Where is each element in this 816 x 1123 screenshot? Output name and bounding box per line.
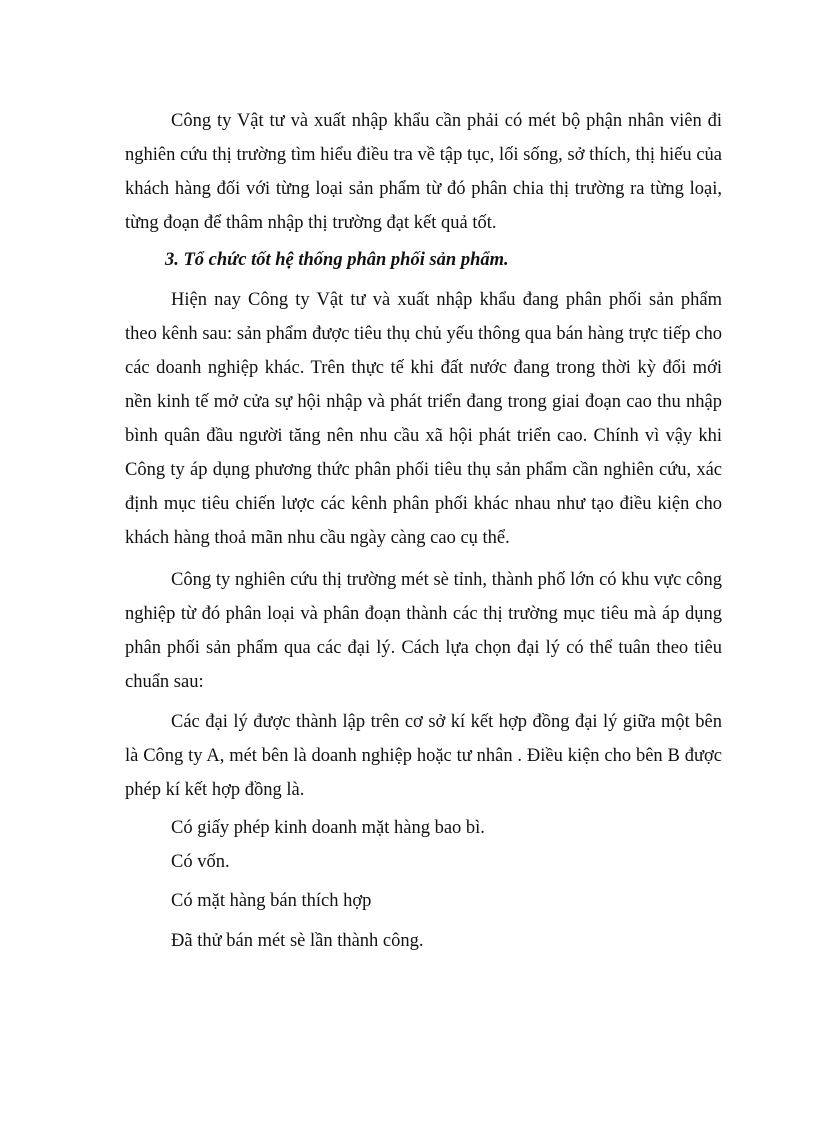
paragraph-agent-contract: Các đại lý được thành lập trên cơ sở kí kết hợp đồng đại lý giữa một bên là Công ty A, mét bên là doanh nghiệp hoặc tư nhân . Điều kiện cho bên B được phép kí kết hợp đồng là. — [125, 712, 722, 800]
condition-item-products: Có mặt hàng bán thích hợp — [171, 891, 372, 911]
paragraph-market-research: Công ty Vật tư và xuất nhập khẩu cần phải có mét bộ phận nhân viên đi nghiên cứu thị trường tìm hiểu điều tra về tập tục, lối sống, sở thích, thị hiếu của khách hàng đối với từng loại sản phẩm từ đó phân chia thị trường ra từng loại, từng đoạn để thâm nhập thị trường đạt kết quả tốt. — [125, 111, 722, 233]
paragraph-distribution-channels: Hiện nay Công ty Vật tư và xuất nhập khẩu đang phân phối sản phẩm theo kênh sau: sản phẩm được tiêu thụ chủ yếu thông qua bán hàng trực tiếp cho các doanh nghiệp khác. Trên thực tế khi đất nước đang trong thời kỳ đổi mới nền kinh tế mở cửa sự hội nhập và phát triển đang trong giai đoạn cao thu nhập bình quân đầu người tăng nên nhu cầu xã hội phát triển cao. Chính vì vậy khi Công ty áp dụng phương thức phân phối tiêu thụ sản phẩm cần nghiên cứu, xác định mục tiêu chiến lược các kênh phân phối khác nhau như tạo điều kiện cho khách hàng thoả mãn nhu cầu ngày càng cao cụ thể. — [125, 290, 722, 548]
condition-item-trial-sales: Đã thử bán mét sè lần thành công. — [171, 931, 424, 951]
condition-item-license: Có giấy phép kinh doanh mặt hàng bao bì. — [171, 818, 485, 838]
condition-item-capital: Có vốn. — [171, 852, 230, 872]
section-heading: 3. Tổ chức tốt hệ thống phân phối sản phẩm. — [165, 250, 509, 270]
paragraph-agent-selection: Công ty nghiên cứu thị trường mét sè tỉnh, thành phố lớn có khu vực công nghiệp từ đó phân loại và phân đoạn thành các thị trường mục tiêu mà áp dụng phân phối sản phẩm qua các đại lý. Cách lựa chọn đại lý có thể tuân theo tiêu chuẩn sau: — [125, 570, 722, 692]
